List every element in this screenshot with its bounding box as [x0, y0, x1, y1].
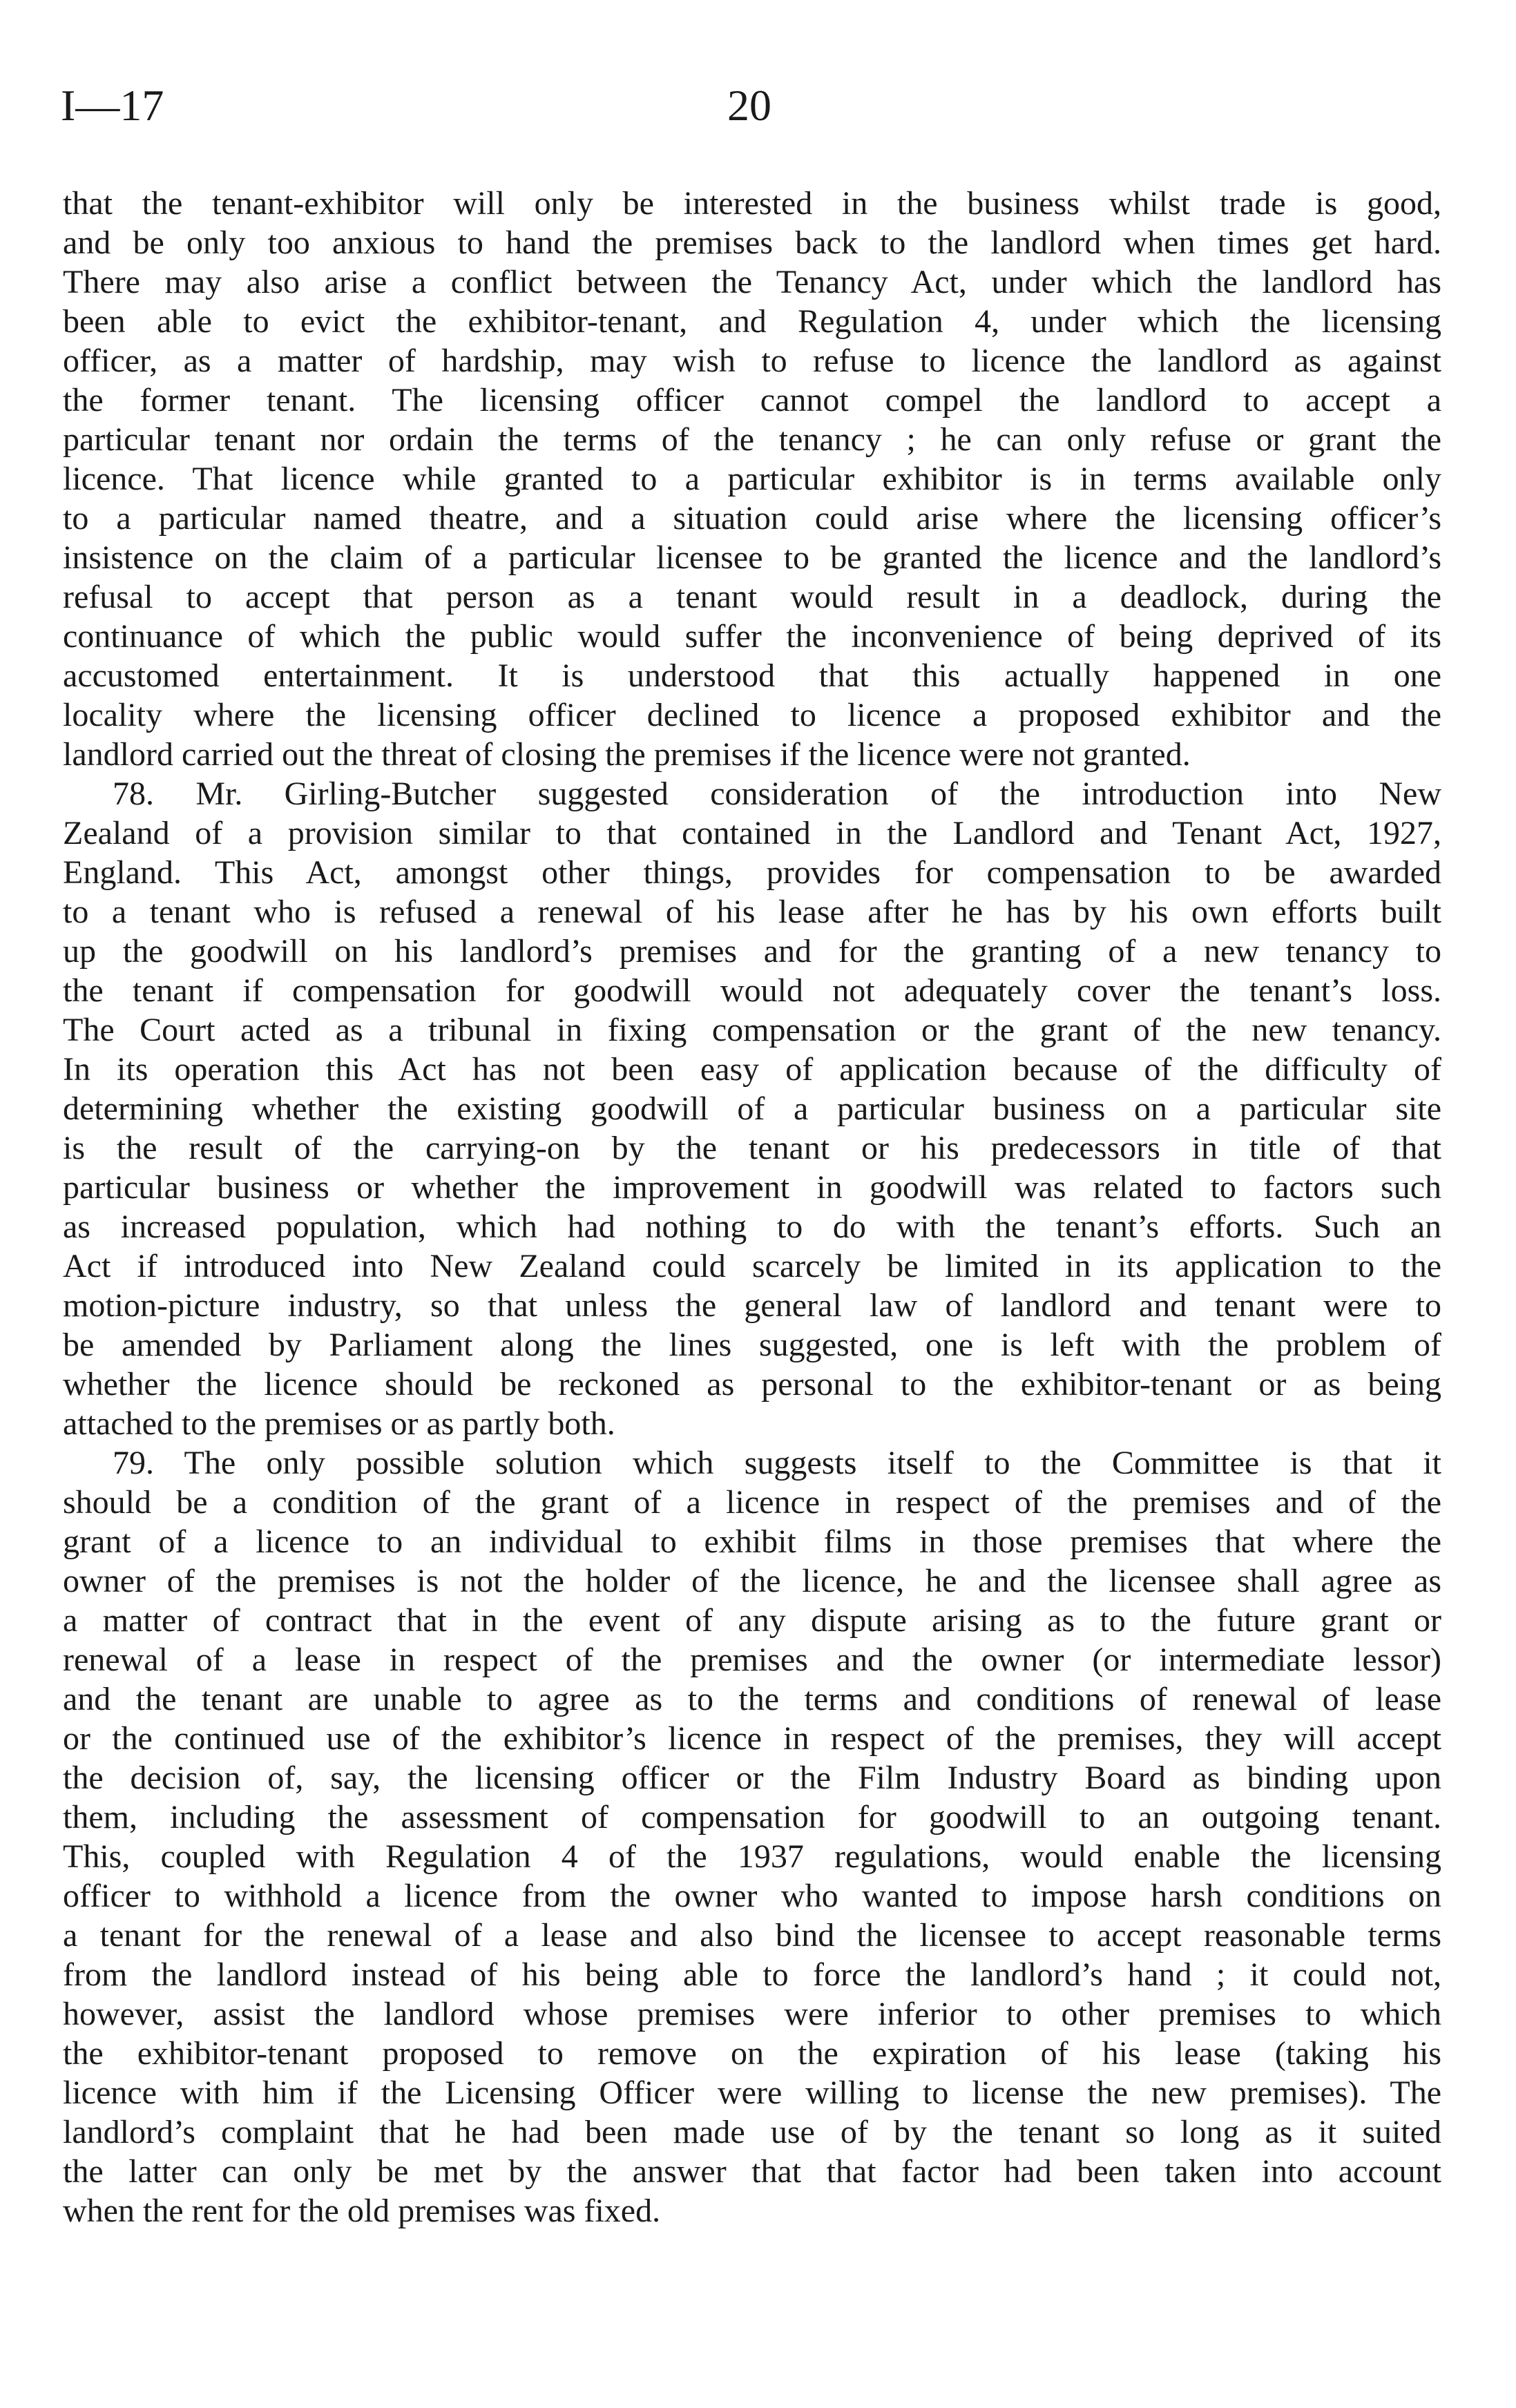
text-line: the latter can only be met by the answer that that factor had been taken into account — [63, 2153, 1441, 2190]
text-line: the decision of, say, the licensing officer or the Film Industry Board as binding upon — [63, 1760, 1441, 1796]
text-line: 78. Mr. Girling-Butcher suggested consideration of the introduction into New — [113, 776, 1441, 812]
text-line: In its operation this Act has not been easy of application because of the difficulty of — [63, 1051, 1441, 1088]
text-line: the tenant if compensation for goodwill would not adequately cover the tenant’s loss. — [63, 972, 1441, 1009]
text-line: been able to evict the exhibitor-tenant, and Regulation 4, under which the licensing — [63, 303, 1441, 340]
text-line: officer to withhold a licence from the owner who wanted to impose harsh conditions on — [63, 1878, 1441, 1914]
text-line: There may also arise a conflict between the Tenancy Act, under which the landlord has — [63, 264, 1441, 300]
page-number: 20 — [727, 81, 771, 130]
text-line: to a particular named theatre, and a situation could arise where the licensing officer’s — [63, 500, 1441, 537]
text-line: and be only too anxious to hand the premises back to the landlord when times get hard. — [63, 224, 1441, 261]
text-line: Act if introduced into New Zealand could scarcely be limited in its application to the — [63, 1248, 1441, 1284]
text-line: whether the licence should be reckoned as personal to the exhibitor-tenant or as being — [63, 1366, 1441, 1403]
text-line: to a tenant who is refused a renewal of his lease after he has by his own efforts built — [63, 894, 1441, 930]
text-line: owner of the premises is not the holder of the licence, he and the licensee shall agree as — [63, 1563, 1441, 1599]
document-reference: I—17 — [61, 81, 164, 130]
paragraph — [63, 774, 1441, 1443]
text-line: This, coupled with Regulation 4 of the 1937 regulations, would enable the licensing — [63, 1838, 1441, 1875]
text-line: locality where the licensing officer declined to licence a proposed exhibitor and the — [63, 697, 1441, 733]
text-line: the former tenant. The licensing officer cannot compel the landlord to accept a — [63, 382, 1441, 418]
paragraph — [63, 1443, 1441, 2231]
text-line: from the landlord instead of his being able to force the landlord’s hand ; it could not, — [63, 1956, 1441, 1993]
text-line: accustomed entertainment. It is understood that this actually happened in one — [63, 657, 1441, 694]
text-line: landlord’s complaint that he had been made use of by the tenant so long as it suited — [63, 2114, 1441, 2150]
text-line: renewal of a lease in respect of the premises and the owner (or intermediate lessor) — [63, 1641, 1441, 1678]
text-line: particular business or whether the improvement in goodwill was related to factors such — [63, 1169, 1441, 1206]
text-line: licence. That licence while granted to a particular exhibitor is in terms available only — [63, 461, 1441, 497]
text-line: officer, as a matter of hardship, may wish to refuse to licence the landlord as against — [63, 343, 1441, 379]
text-line: them, including the assessment of compensation for goodwill to an outgoing tenant. — [63, 1799, 1441, 1836]
text-line: insistence on the claim of a particular licensee to be granted the licence and the landlord’s — [63, 539, 1441, 576]
text-line: when the rent for the old premises was fixed. — [63, 2193, 661, 2229]
text-line: landlord carried out the threat of closing the premises if the licence were not granted. — [63, 736, 1191, 773]
text-line: continuance of which the public would suffer the inconvenience of being deprived of its — [63, 618, 1441, 655]
text-line: attached to the premises or as partly both. — [63, 1405, 615, 1442]
text-line: as increased population, which had nothing to do with the tenant’s efforts. Such an — [63, 1208, 1441, 1245]
text-line: the exhibitor-tenant proposed to remove on the expiration of his lease (taking his — [63, 2035, 1441, 2072]
text-line: England. This Act, amongst other things, provides for compensation to be awarded — [63, 854, 1441, 891]
text-line: determining whether the existing goodwill of a particular business on a particular site — [63, 1090, 1441, 1127]
text-line: or the continued use of the exhibitor’s licence in respect of the premises, they will accept — [63, 1720, 1441, 1757]
text-line: The Court acted as a tribunal in fixing compensation or the grant of the new tenancy. — [63, 1012, 1441, 1048]
text-line: and the tenant are unable to agree as to the terms and conditions of renewal of lease — [63, 1681, 1441, 1717]
text-line: motion-picture industry, so that unless the general law of landlord and tenant were to — [63, 1287, 1441, 1324]
text-line: a tenant for the renewal of a lease and also bind the licensee to accept reasonable terms — [63, 1917, 1441, 1954]
paragraph — [63, 184, 1441, 774]
text-line: refusal to accept that person as a tenant would result in a deadlock, during the — [63, 579, 1441, 615]
text-line: particular tenant nor ordain the terms of the tenancy ; he can only refuse or grant the — [63, 421, 1441, 458]
text-line: 79. The only possible solution which suggests itself to the Committee is that it — [113, 1445, 1441, 1481]
text-line: grant of a licence to an individual to exhibit films in those premises that where the — [63, 1523, 1441, 1560]
text-line: however, assist the landlord whose premises were inferior to other premises to which — [63, 1996, 1441, 2032]
text-line: a matter of contract that in the event of any dispute arising as to the future grant or — [63, 1602, 1441, 1639]
text-line: up the goodwill on his landlord’s premises and for the granting of a new tenancy to — [63, 933, 1441, 970]
text-line: that the tenant-exhibitor will only be interested in the business whilst trade is good, — [63, 185, 1441, 222]
text-line: licence with him if the Licensing Officer were willing to license the new premises). The — [63, 2074, 1441, 2111]
body-text — [63, 184, 1441, 2231]
text-line: be amended by Parliament along the lines suggested, one is left with the problem of — [63, 1327, 1441, 1363]
text-line: should be a condition of the grant of a licence in respect of the premises and of the — [63, 1484, 1441, 1521]
text-line: Zealand of a provision similar to that contained in the Landlord and Tenant Act, 1927, — [63, 815, 1441, 851]
text-line: is the result of the carrying-on by the tenant or his predecessors in title of that — [63, 1130, 1441, 1166]
